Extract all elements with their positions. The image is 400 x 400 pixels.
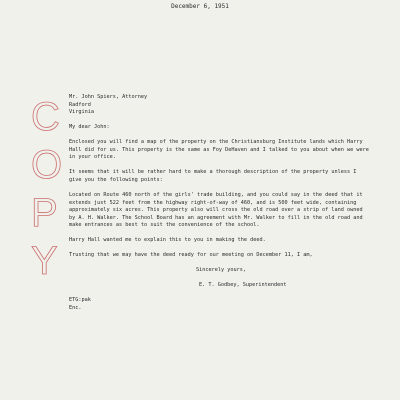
closing: Sincerely yours, (196, 267, 246, 274)
paragraph: Harry Hall wanted me to explain this to you in making the deed. (69, 237, 266, 244)
address-line: Radford (69, 101, 91, 108)
copy-stamp-letter-p: P (31, 191, 58, 235)
copy-stamp-letter-c: C (31, 95, 60, 139)
signature-line: E. T. Godbey, Superintendent (199, 282, 287, 289)
copy-stamp-letter-y: Y (31, 239, 58, 283)
letter-body (69, 94, 369, 312)
copy-stamp-letter-o: O (31, 143, 63, 187)
paragraph: Trusting that we may have the deed ready for our meeting on December 11, I am, (69, 252, 313, 259)
paragraph: It seems that it will be rather hard to make a thorough description of the property unless I give you the following points: (69, 169, 357, 183)
address-line: Virginia (69, 109, 94, 116)
paragraph: Enclosed you will find a map of the property on the Christiansburg Institute lands which Harry Hall did for us. This property is the same as Foy DeHaven and I talked to you about when we were in your office. (69, 139, 369, 161)
paragraph: Located on Route 460 north of the girls' trade building, and you could say in the deed that it extends just 522 feet from the highway right-of-way of 460, and is 500 feet wide, containing approximately six acres. This property also will cross the old road over a strip of land owned by A. H. Walker. The School Board has an agreement with Mr. Walker to fill in the old road and make entrances as best to suit the convenience of the school. (69, 191, 363, 229)
initials-line: ETG:pak (69, 297, 91, 304)
reference-initials (69, 297, 369, 312)
copy-stamp (31, 93, 62, 285)
salutation: My dear John: (69, 124, 110, 131)
address-line: Mr. John Spiers, Attorney (69, 94, 148, 100)
letter-date: December 6, 1951 (171, 3, 229, 10)
recipient-address (69, 94, 369, 117)
enclosure-line: Enc. (69, 304, 82, 311)
